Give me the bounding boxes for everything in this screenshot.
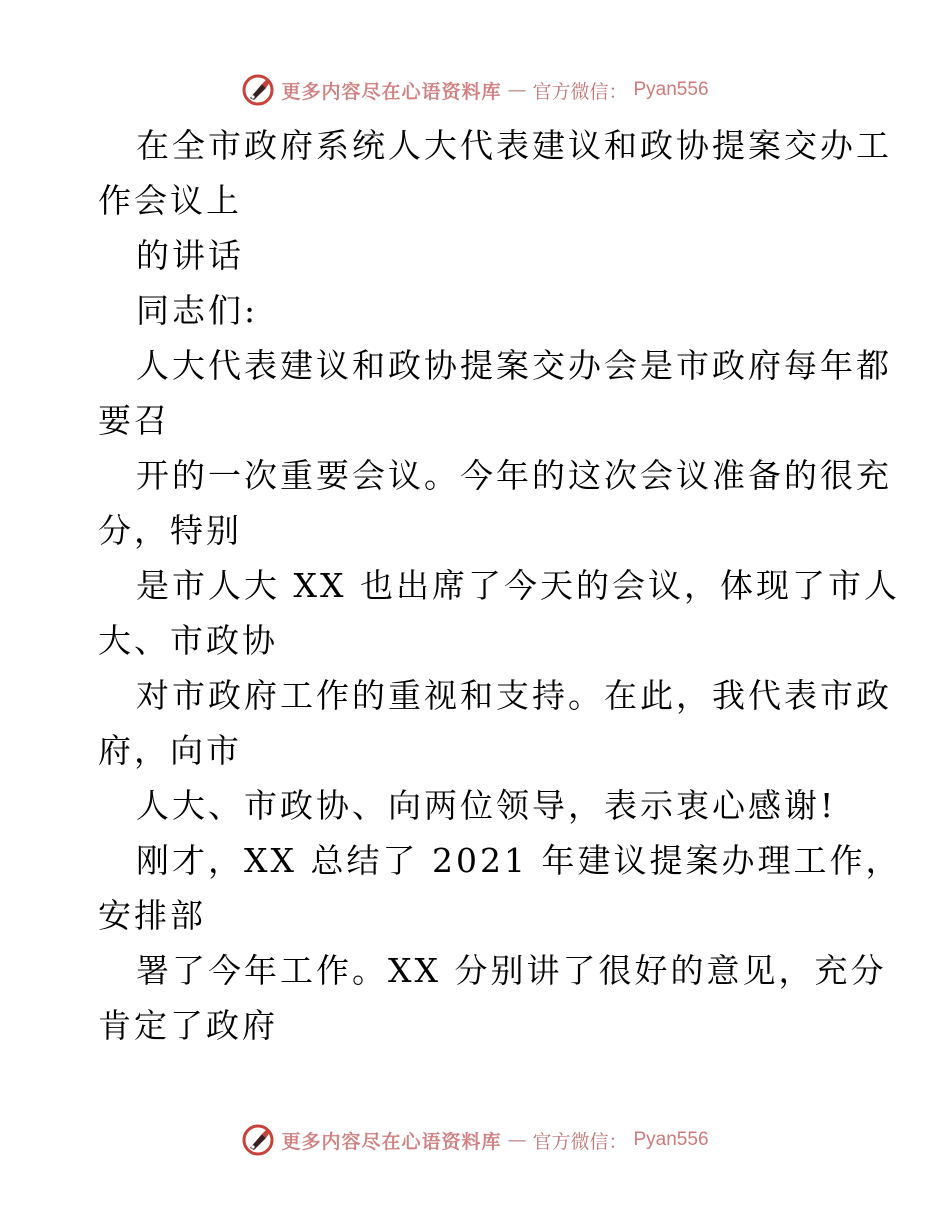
text-line: 人大、市政协、向两位领导，表示衷心感谢! [136,786,837,825]
text-line: 大、市政协 [98,621,278,660]
pen-nib-logo-icon [241,1123,275,1157]
title-line-1 [98,118,892,228]
paragraph [98,833,902,943]
text-line: 的讲话 [136,236,244,275]
header-banner [0,70,950,110]
text-line: 对市政府工作的重视和支持。在此，我代表市政 [136,676,892,715]
text-line: 安排部 [98,896,206,935]
text-line: 刚才，XX 总结了 2021 年建议提案办理工作， [136,841,902,880]
text-line: 作会议上 [98,181,242,220]
footer-banner [0,1120,950,1160]
paragraph [98,668,892,778]
paragraph [98,558,900,668]
text-line: 署了今年工作。XX 分别讲了很好的意见，充分 [136,951,887,990]
salutation [98,283,858,338]
title-line-2 [98,228,858,283]
paragraph [98,778,858,833]
banner-separator: — [507,1129,527,1151]
text-line: 在全市政府系统人大代表建议和政协提案交办工 [136,126,892,165]
text-line: 是市人大 XX 也出席了今天的会议，体现了市人 [136,566,900,605]
text-line: 府，向市 [98,731,242,770]
document-body [98,118,902,1053]
banner-wechat-id: Pyan556 [633,1129,709,1150]
paragraph [98,943,887,1053]
pen-nib-logo-icon [241,73,275,107]
text-line: 开的一次重要会议。今年的这次会议准备的很充 [136,456,892,495]
text-line: 肯定了政府 [98,1006,278,1045]
banner-wechat-label: 官方微信： [532,80,628,103]
text-line: 人大代表建议和政协提案交办会是市政府每年都 [136,346,892,385]
paragraph [98,448,892,558]
text-line: 同志们: [136,291,259,330]
paragraph [98,338,892,448]
banner-wechat-id: Pyan556 [633,79,709,100]
banner-brand-text: 更多内容尽在心语资料库 [281,1130,502,1153]
banner-wechat-label: 官方微信： [532,1130,628,1153]
banner-brand-text: 更多内容尽在心语资料库 [281,80,502,103]
text-line: 要召 [98,401,170,440]
text-line: 分，特别 [98,511,242,550]
banner-separator: — [507,79,527,101]
